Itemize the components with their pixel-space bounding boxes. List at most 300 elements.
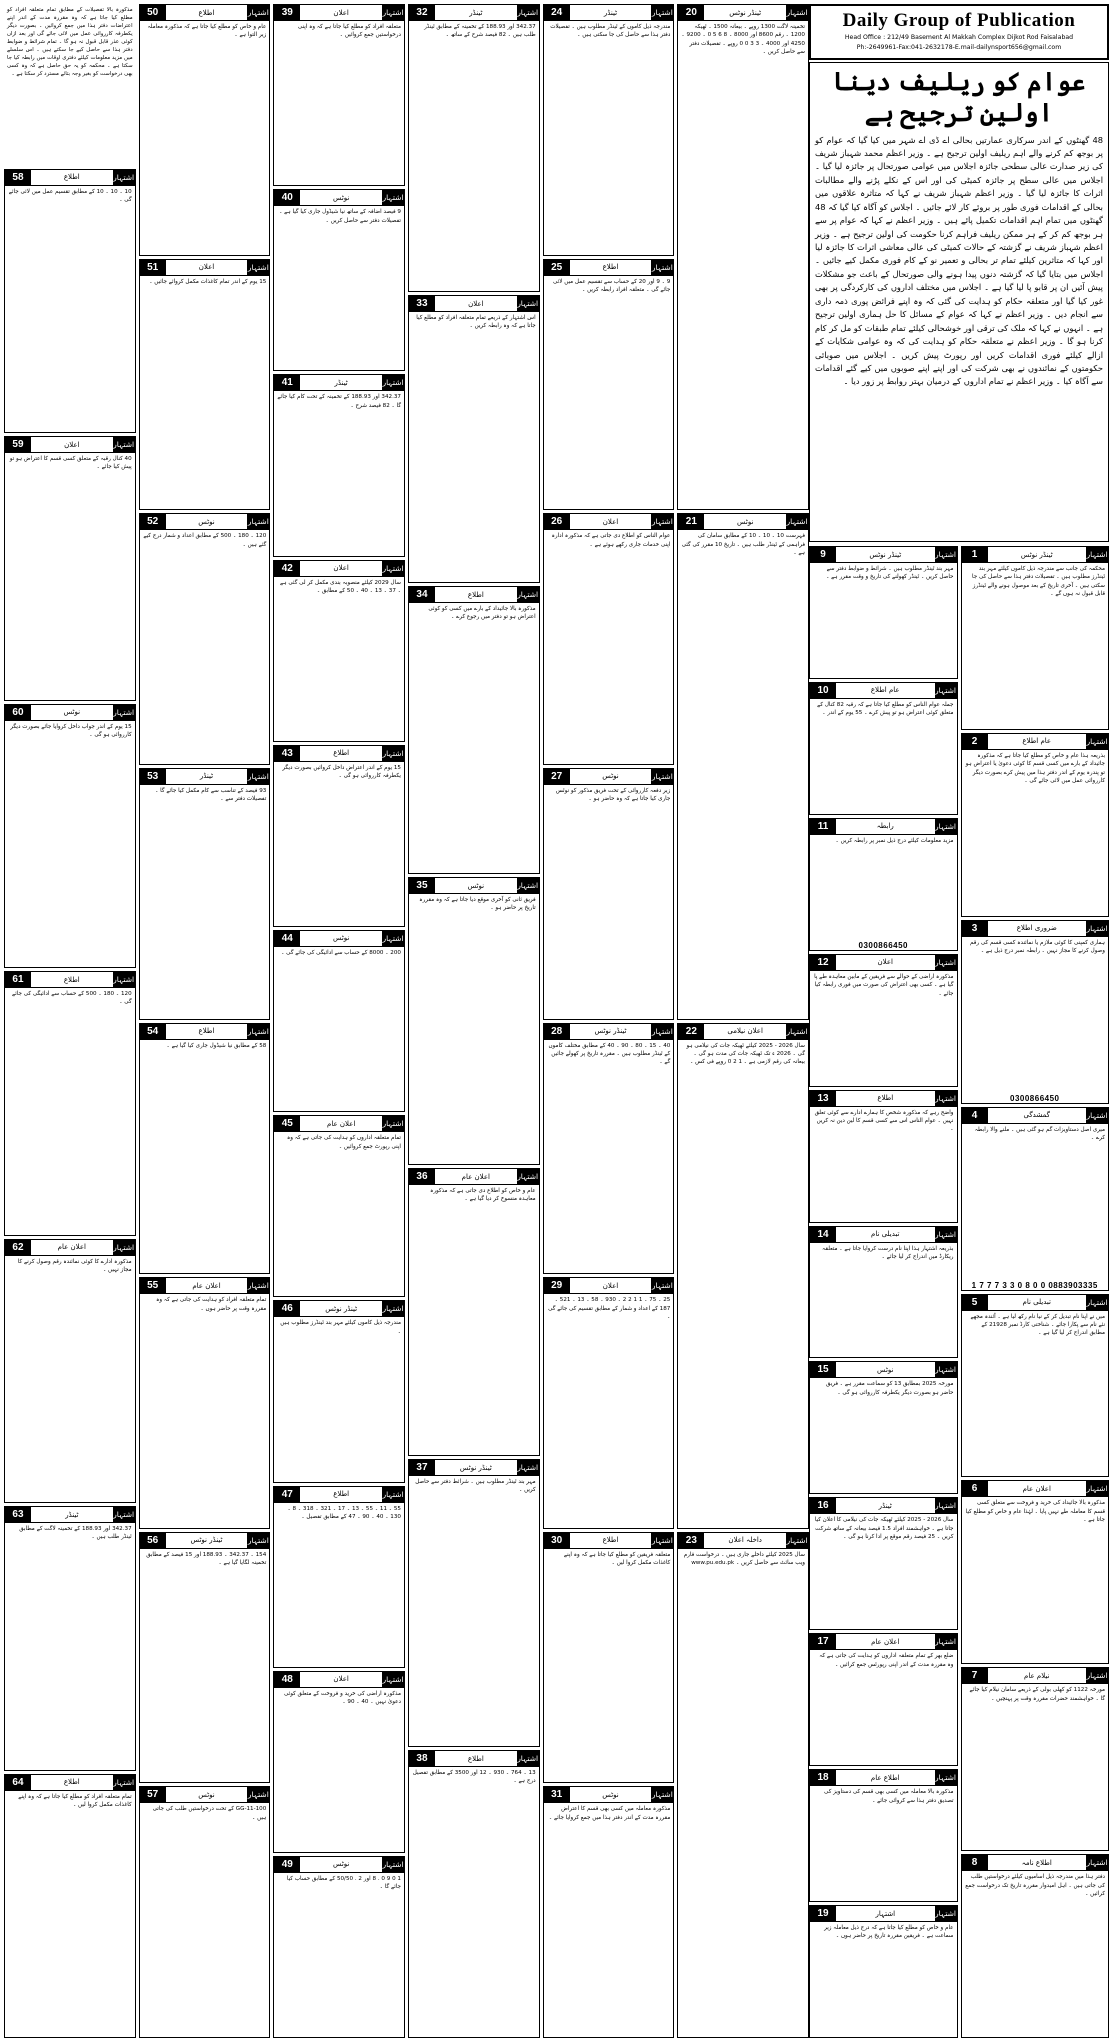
ad-box-header xyxy=(810,955,957,971)
ad-number: 5 xyxy=(962,1295,988,1310)
ad-box-header xyxy=(678,1533,808,1549)
ad-box-header xyxy=(409,878,539,894)
ad-headline: ٹینڈر نوٹس xyxy=(869,550,902,559)
classified-ad-box xyxy=(139,513,271,765)
ad-body-text: عوام الناس کو اطلاع دی جاتی ہے کہ مذکورہ ادارہ اپنی خدمات جاری رکھے ہوئے ہے ۔ xyxy=(551,533,671,548)
ad-tag: اشتہار xyxy=(935,1362,957,1377)
classified-ad-box xyxy=(4,1774,136,2039)
ad-number: 47 xyxy=(274,1487,300,1502)
ad-box-header xyxy=(544,1278,674,1294)
ad-body-text: واضح رہے کہ مذکورہ شخص کا ہمارے ادارے سے کوئی تعلق نہیں ۔ عوام الناس اس سے کسی قسم کا لین دین نہ کریں ۔ xyxy=(814,1109,954,1133)
ad-box-header xyxy=(274,190,404,206)
ad-body-text: جملہ عوام الناس کو مطلع کیا جاتا ہے کہ رقبہ 82 کنال کے متعلق کوئی اعتراض ہو تو پیش کرے ۔ 55 یوم کے اندر ۔ xyxy=(817,701,954,717)
ad-box-header xyxy=(810,547,957,563)
ad-headline: اعلان xyxy=(333,8,349,17)
ad-number: 16 xyxy=(810,1498,836,1513)
ad-body-text: میں نے اپنا نام تبدیل کر کے نیا نام رکھ لیا ہے ۔ آئندہ مجھے نئے نام سے پکارا جائے ۔ شناختی کارڈ نمبر 21928 کے مطابق اندراج کر لیا گیا ہے ۔ xyxy=(970,1313,1105,1337)
ad-box-header xyxy=(140,1024,270,1040)
ad-number: 29 xyxy=(544,1278,570,1293)
ad-body-text: 93 فیصد کے تناسب سے کام مکمل کیا جائے گا ۔ تفصیلات دفتر سے ۔ xyxy=(155,787,267,803)
ad-body-text: تمام متعلقہ افراد کو ہدایت کی جاتی ہے کہ وہ مقررہ وقت پر حاضر ہوں ۔ xyxy=(156,1297,267,1312)
ad-body-text: 15 یوم کے اندر اعتراض داخل کروائیں بصورت دیگر یکطرفہ کارروائی ہو گی ۔ xyxy=(282,764,401,780)
ad-headline: اعلان xyxy=(602,517,619,526)
ad-box-header xyxy=(810,1906,957,1922)
ad-number: 27 xyxy=(544,769,570,784)
ad-headline: نوٹس xyxy=(63,708,81,716)
ad-box-header xyxy=(962,1481,1109,1497)
ad-box-header xyxy=(274,1672,404,1688)
ad-body-text: تمام متعلقہ اداروں کو ہدایت کی جاتی ہے کہ وہ اپنی رپورٹ جمع کروائیں ۔ xyxy=(287,1135,401,1150)
ad-body-text: مورخہ 1122 کو کھلی بولی کے ذریعے سامان نیلام کیا جائے گا ۔ خواہشمند حضرات مقررہ وقت پر پہنچیں ۔ xyxy=(969,1687,1105,1702)
classified-ad-box xyxy=(273,4,405,186)
ad-tag: اشتہار xyxy=(113,437,135,452)
classified-column xyxy=(273,4,405,2038)
ad-headline: اطلاع xyxy=(877,1094,894,1103)
ad-body-text: 10 ۔ 10 ۔ 10 کے مطابق تقسیم عمل میں لائی جائے گی ۔ xyxy=(8,188,132,203)
ad-number: 6 xyxy=(962,1481,988,1496)
ad-number: 10 xyxy=(810,683,836,698)
ad-number: 62 xyxy=(5,1240,31,1255)
ad-body-text: محکمہ کی جانب سے مندرجہ ذیل کاموں کیلئے مہر بند ٹینڈرز مطلوب ہیں ۔ تفصیلات دفتر ہذا سے حاصل کی جا سکتی ہیں ۔ آخری تاریخ کے بعد موصول ہونے والے ٹینڈرز قابل قبول نہ ہوں گے ۔ xyxy=(972,566,1105,598)
ad-number: 49 xyxy=(274,1857,300,1872)
classified-column xyxy=(4,4,136,2038)
ad-tag: اشتہار xyxy=(382,1487,404,1502)
ad-box-header xyxy=(5,1507,135,1523)
ad-headline: اعلان نیلامی xyxy=(727,1027,763,1035)
ad-box-header xyxy=(962,1855,1109,1871)
ad-tag: اشتہار xyxy=(382,1301,404,1316)
ad-body-text: مہر بند ٹینڈر مطلوب ہیں ۔ شرائط و ضوابط دفتر سے حاصل کریں ۔ ٹینڈر کھولنے کی تاریخ و وقت مقرر ہے ۔ xyxy=(826,566,954,581)
ad-number: 48 xyxy=(274,1672,300,1687)
ad-headline: عام اطلاع xyxy=(1022,737,1052,746)
ad-number: 8 xyxy=(962,1855,988,1870)
ad-number: 18 xyxy=(810,1770,836,1785)
ad-headline: اطلاع xyxy=(198,8,215,17)
ad-body-text: میری اصل دستاویزات گم ہو گئی ہیں ۔ ملنے والا رابطہ کرے ۔ xyxy=(974,1126,1105,1142)
ad-headline: نوٹس xyxy=(332,934,350,943)
ad-number: 57 xyxy=(140,1787,166,1802)
ad-box-header xyxy=(544,1024,674,1040)
ad-tag: اشتہار xyxy=(113,1507,135,1522)
ad-body-text: 13 ۔ 764 ۔ 930 ۔ 12 اور 3500 کے مطابق تفصیل درج ہے ۔ xyxy=(412,1770,536,1785)
ad-number: 12 xyxy=(810,955,836,970)
ad-box-header xyxy=(140,260,270,276)
ad-number: 54 xyxy=(140,1024,166,1039)
ad-box-header xyxy=(5,437,135,453)
ad-number: 9 xyxy=(810,547,836,562)
classified-ad-box xyxy=(961,1480,1110,1664)
ad-headline: اعلان xyxy=(468,299,484,308)
classified-ad-box xyxy=(273,1115,405,1297)
ad-headline: اطلاع xyxy=(333,1490,350,1498)
ad-headline: اطلاع نامہ xyxy=(1021,1858,1052,1867)
ad-tag: اشتہار xyxy=(113,1775,135,1790)
ad-tag: اشتہار xyxy=(786,1024,808,1039)
classified-ad-box xyxy=(273,374,405,556)
ad-box-header xyxy=(678,514,808,530)
ad-tag: اشتہار xyxy=(382,1857,404,1872)
ad-body-text: فہرست 10 ۔ 10 ۔ 10 کے مطابق سامان کی فراہمی کے ٹینڈر طلب ہیں ۔ تاریخ 10 مقرر کی گئی ہے ۔ xyxy=(681,533,805,557)
ad-headline: نوٹس xyxy=(602,772,619,781)
ad-body-text: سال 2025 کیلئے داخلے جاری ہیں ۔ درخواست فارم ویب سائٹ سے حاصل کریں ۔ www.pu.edu.pk xyxy=(683,1551,805,1567)
classified-ad-box xyxy=(961,733,1110,917)
ad-tag: اشتہار xyxy=(113,972,135,987)
ad-body-text: 200 ۔ 8000 کے حساب سے ادائیگی کی جائے گی ۔ xyxy=(281,949,401,956)
ad-headline: نوٹس xyxy=(198,517,215,526)
ad-tag: اشتہار xyxy=(651,1533,673,1548)
classified-subcolumn xyxy=(809,546,958,2038)
ad-headline: ٹینڈر نوٹس xyxy=(459,1463,492,1472)
ad-tag: اشتہار xyxy=(935,1634,957,1649)
ad-phone-number: 1 7 7 7 3 3 0 8 0 0 0883903335 xyxy=(971,1280,1098,1290)
ad-body-text: 15 یوم کے اندر جواب داخل کروایا جائے بصورت دیگر کارروائی ہو گی ۔ xyxy=(10,723,132,738)
ad-box-header xyxy=(810,1362,957,1378)
ad-number: 24 xyxy=(544,5,570,20)
ad-number: 58 xyxy=(5,170,31,185)
ad-tag: اشتہار xyxy=(382,561,404,576)
ad-headline: اطلاع xyxy=(602,263,619,272)
ad-tag: اشتہار xyxy=(935,1906,957,1921)
ad-number: 50 xyxy=(140,5,166,20)
ad-tag: اشتہار xyxy=(651,769,673,784)
ad-tag: اشتہار xyxy=(382,5,404,20)
ad-body-text: مذکورہ بالا جائیداد کی خرید و فروخت سے متعلق کسی قسم کا معاملہ طے نہیں پایا ۔ لہٰذا عام و خاص کو مطلع کیا جاتا ہے ۔ xyxy=(965,1500,1105,1524)
ad-headline: اطلاع xyxy=(63,975,80,984)
classified-ad-box xyxy=(4,704,136,969)
ad-tag: اشتہار xyxy=(517,1460,539,1475)
ad-tag: اشتہار xyxy=(935,547,957,562)
ad-headline: نوٹس xyxy=(602,1790,619,1799)
classified-ad-box xyxy=(677,4,809,510)
ad-number: 22 xyxy=(678,1024,704,1039)
ad-box-header xyxy=(409,1460,539,1476)
ad-number: 4 xyxy=(962,1108,988,1123)
ad-headline: اعلان عام xyxy=(461,1172,490,1181)
ad-body-text: 1 0 9 0 . 8 اور 2 . 50/50 کے مطابق حساب کیا جائے گا ۔ xyxy=(286,1875,401,1891)
ad-body-text: 342.37 اور 188.93 کے تخمینہ کے مطابق ٹینڈر طلب ہیں ۔ 82 فیصد شرح کے ساتھ ۔ xyxy=(424,24,536,39)
ad-tag: اشتہار xyxy=(1086,547,1108,562)
ad-tag: اشتہار xyxy=(935,1770,957,1785)
classified-ad-box xyxy=(408,1459,540,1747)
ad-box-header xyxy=(810,819,957,835)
ad-number: 44 xyxy=(274,931,300,946)
ad-headline: اعلان xyxy=(198,263,215,272)
ad-box-header xyxy=(274,1857,404,1873)
classified-ad-box xyxy=(809,954,958,1087)
ad-box-header xyxy=(810,1227,957,1243)
classified-column xyxy=(139,4,271,2038)
ad-body-text: 9 ۔ 9 اور 20 کے حساب سے تقسیم عمل میں لائی جائے گی ۔ متعلقہ افراد رابطہ کریں ۔ xyxy=(553,278,671,294)
ad-tag: اشتہار xyxy=(935,1091,957,1106)
ad-box-header xyxy=(140,1533,270,1549)
ad-box-header xyxy=(810,1498,957,1514)
ad-box-header xyxy=(5,1240,135,1256)
ad-headline: ٹینڈر نوٹس xyxy=(325,1304,358,1313)
ad-tag: اشتہار xyxy=(651,514,673,529)
classified-ad-box xyxy=(677,513,809,1019)
ad-body-text: 120 ۔ 180 ۔ 500 کے حساب سے ادائیگی کی جائے گی ۔ xyxy=(11,991,132,1006)
ad-headline: اطلاع xyxy=(467,1754,484,1763)
classified-ad-box xyxy=(543,1277,675,1529)
ad-tag: اشتہار xyxy=(247,260,269,275)
ad-body-text: 154 ۔ 342.37 ۔ 188.93 اور 15 فیصد کے مطابق تخمینہ لگایا گیا ہے ۔ xyxy=(146,1551,267,1567)
classified-ad-box xyxy=(273,1300,405,1482)
ad-box-header xyxy=(274,1301,404,1317)
ad-headline: نوٹس xyxy=(736,517,754,526)
classified-ad-box xyxy=(961,1854,1110,2038)
ad-number: 3 xyxy=(962,921,988,936)
ad-tag: اشتہار xyxy=(651,1024,673,1039)
ad-number: 51 xyxy=(140,260,166,275)
ad-body-text: مذکورہ ادارے کا کوئی نمائندہ رقم وصول کرنے کا مجاز نہیں ۔ xyxy=(17,1258,132,1273)
ad-phone-number: 0300866450 xyxy=(1010,1093,1060,1103)
masthead-address-line1: Head Office : 212/49 Basement Al Makkah Complex Dijkot Rod Faisalabad xyxy=(844,34,1074,42)
ad-body-text: عام و خاص کو مطلع کیا جاتا ہے کہ مذکورہ معاملہ زیر التوا ہے ۔ xyxy=(147,24,267,39)
ad-number: 20 xyxy=(678,5,704,20)
classified-ad-box xyxy=(273,560,405,742)
ad-number: 46 xyxy=(274,1301,300,1316)
ad-headline: ٹینڈر نوٹس xyxy=(190,1536,223,1545)
ad-box-header xyxy=(962,1295,1109,1311)
classified-ad-box xyxy=(809,1090,958,1223)
ad-headline: ضروری اطلاع xyxy=(1016,924,1057,933)
ad-body-text: مندرجہ ذیل کاموں کے ٹینڈر مطلوب ہیں ۔ تفصیلات دفتر ہذا سے حاصل کی جا سکتی ہیں ۔ xyxy=(550,24,671,39)
ad-tag: اشتہار xyxy=(651,1787,673,1802)
ad-box-header xyxy=(409,587,539,603)
ad-headline: ٹینڈر xyxy=(469,8,483,17)
ad-headline: ٹینڈر xyxy=(199,772,214,781)
ad-box-header xyxy=(810,1634,957,1650)
ad-tag: اشتہار xyxy=(935,955,957,970)
classified-ad-box xyxy=(139,4,271,256)
classified-ad-box xyxy=(809,682,958,815)
ad-number: 37 xyxy=(409,1460,435,1475)
ad-number: 25 xyxy=(544,260,570,275)
ad-tag: اشتہار xyxy=(651,260,673,275)
ad-tag: اشتہار xyxy=(786,1533,808,1548)
ad-body-text: سال 2026 - 2025 کیلئے ٹھیکہ جات کی نیلامی کا اعلان کیا جاتا ہے ۔ خواہشمند افراد 1.5 فیصد بیعانہ کے ساتھ شرکت کریں ۔ 25 فیصد رقم موقع پر ادا کرنا ہو گی ۔ xyxy=(814,1517,954,1541)
ad-body-text: متعلقہ افراد کو مطلع کیا جاتا ہے کہ وہ اپنی درخواستیں جمع کروائیں ۔ xyxy=(297,24,401,39)
ad-box-header xyxy=(962,1108,1109,1124)
ad-body-text: 40 کنال رقبہ کے متعلق کسی قسم کا اعتراض ہو تو پیش کیا جائے ۔ xyxy=(9,456,132,471)
classified-column xyxy=(677,4,809,2038)
ad-headline: تبدیلی نام xyxy=(871,1230,900,1239)
ad-tag: اشتہار xyxy=(517,296,539,311)
ad-headline: رابطہ xyxy=(876,822,894,831)
classified-ad-box xyxy=(677,1532,809,2038)
ad-tag: اشتہار xyxy=(651,5,673,20)
ad-headline: ٹینڈر xyxy=(603,8,618,17)
ad-body-text: مذکورہ معاملہ میں کسی بھی قسم کا اعتراض مقررہ مدت کے اندر دفتر ہذا میں جمع کروایا جائے ۔ xyxy=(548,1806,671,1821)
ad-box-header xyxy=(962,734,1109,750)
ad-body-text: دفتر ہذا میں مندرجہ ذیل اسامیوں کیلئے درخواستیں طلب کی جاتی ہیں ۔ اہل امیدوار مقررہ تاریخ تک درخواست جمع کرائیں ۔ xyxy=(965,1874,1105,1897)
ad-tag: اشتہار xyxy=(935,683,957,698)
classified-ad-box xyxy=(809,546,958,679)
ad-number: 21 xyxy=(678,514,704,529)
ad-box-header xyxy=(544,769,674,785)
ad-tag: اشتہار xyxy=(935,1227,957,1242)
ad-number: 55 xyxy=(140,1278,166,1293)
ad-tag: اشتہار xyxy=(382,375,404,390)
ad-headline: اعلان عام xyxy=(1022,1484,1051,1493)
ad-box-header xyxy=(140,1787,270,1803)
ad-number: 63 xyxy=(5,1507,31,1522)
ad-tag: اشتہار xyxy=(786,5,808,20)
ad-headline: اعلان عام xyxy=(327,1119,356,1128)
ad-phone-number: 0300866450 xyxy=(858,940,908,950)
classified-ad-box xyxy=(273,1856,405,2038)
ad-headline: اشتہار xyxy=(875,1909,896,1918)
classified-columns xyxy=(4,4,809,2038)
ad-box-header xyxy=(5,170,135,186)
ad-headline: اعلان xyxy=(333,1675,349,1684)
ad-tag: اشتہار xyxy=(1086,734,1108,749)
ad-number: 38 xyxy=(409,1751,435,1766)
ad-headline: نیلام عام xyxy=(1024,1671,1050,1680)
ad-tag: اشتہار xyxy=(247,1024,269,1039)
ad-box-header xyxy=(962,1668,1109,1684)
ad-box-header xyxy=(678,5,808,21)
lead-article xyxy=(809,62,1109,542)
ad-box-header xyxy=(274,1116,404,1132)
ad-headline: نوٹس xyxy=(332,1860,350,1869)
ad-headline: ٹینڈر نوٹس xyxy=(729,8,762,17)
ad-tag: اشتہار xyxy=(382,746,404,761)
ad-number: 56 xyxy=(140,1533,166,1548)
ad-box-header xyxy=(544,1533,674,1549)
ad-box-header xyxy=(5,972,135,988)
ad-number: 19 xyxy=(810,1906,836,1921)
ad-number: 42 xyxy=(274,561,300,576)
ad-body-text: فریق ثانی کو آخری موقع دیا جاتا ہے کہ وہ مقررہ تاریخ پر حاضر ہو ۔ xyxy=(419,897,536,912)
ad-headline: اطلاع xyxy=(198,1027,215,1035)
classified-ad-box xyxy=(4,169,136,434)
ad-body-text: مہر بند ٹینڈر مطلوب ہیں ۔ شرائط دفتر سے حاصل کریں ۔ xyxy=(415,1479,536,1494)
classified-ad-box xyxy=(961,1667,1110,1851)
ad-headline: گمشدگی xyxy=(1023,1111,1050,1120)
classified-column xyxy=(408,4,540,2038)
ad-box-header xyxy=(5,705,135,721)
classified-ad-box xyxy=(4,436,136,701)
ad-box-header xyxy=(274,375,404,391)
ad-body-text: ضلع بھر کے تمام متعلقہ اداروں کو ہدایت کی جاتی ہے کہ وہ مقررہ مدت کے اندر اپنی رپورٹس جمع کرائیں ۔ xyxy=(819,1653,954,1668)
classified-ad-box xyxy=(273,1671,405,1853)
classified-ad-box xyxy=(273,745,405,927)
ad-number: 53 xyxy=(140,769,166,784)
ad-body-text: مذکورہ اراضی کی خرید و فروخت کے متعلق کوئی دعویٰ نہیں ۔ 40 ۔ 90 ۔ xyxy=(283,1690,401,1706)
classified-ad-box xyxy=(543,768,675,1020)
ad-body-text: تخمینہ لاگت 1300 روپے ۔ بیعانہ 1500 ۔ ٹھیکہ 1200 ۔ رقم 8600 اور 8000 ۔ 8 6 5 0 ۔ 9200 ۔ 4250 اور 4000 ۔ 3 3 0 0 روپے ۔ تفصیلات دفتر سے حاصل کریں ۔ xyxy=(681,24,805,56)
classified-ad-box xyxy=(961,1107,1110,1291)
classified-ad-box xyxy=(408,1750,540,2038)
ad-body-text: 9 فیصد اضافہ کے ساتھ نیا شیڈول جاری کیا گیا ہے ۔ تفصیلات دفتر سے حاصل کریں ۔ xyxy=(279,209,401,224)
ad-number: 30 xyxy=(544,1533,570,1548)
classified-ad-box xyxy=(408,4,540,292)
ad-box-header xyxy=(140,5,270,21)
masthead xyxy=(809,4,1109,60)
classified-ad-box xyxy=(543,259,675,511)
ad-headline: اطلاع xyxy=(602,1536,619,1545)
ad-box-header xyxy=(544,5,674,21)
ad-number: 28 xyxy=(544,1024,570,1039)
ad-body-text: مزید معلومات کیلئے درج ذیل نمبر پر رابطہ کریں ۔ xyxy=(835,837,954,844)
ad-number: 32 xyxy=(409,5,435,20)
classified-ad-box xyxy=(809,1905,958,2038)
classified-ad-box xyxy=(809,1769,958,1902)
ad-box-header xyxy=(810,1770,957,1786)
ad-headline: عام اطلاع xyxy=(870,686,900,695)
ad-tag: اشتہار xyxy=(517,1169,539,1184)
ad-number: 52 xyxy=(140,514,166,529)
classified-ad-box xyxy=(408,295,540,583)
ad-tag: اشتہار xyxy=(382,190,404,205)
ad-number: 31 xyxy=(544,1787,570,1802)
ad-box-header xyxy=(409,1751,539,1767)
ad-headline: تبدیلی نام xyxy=(1022,1298,1051,1306)
publication-title: Daily Group of Publication xyxy=(842,10,1076,32)
ad-tag: اشتہار xyxy=(382,1116,404,1131)
ad-number: 61 xyxy=(5,972,31,987)
ad-body-text: مندرجہ ذیل کاموں کیلئے مہر بند ٹینڈرز مطلوب ہیں ۔ xyxy=(280,1320,401,1335)
ad-box-header xyxy=(140,514,270,530)
ad-headline: ٹینڈر xyxy=(334,378,348,387)
ad-body-text: 25 ۔ 75 ۔ 1 1 2 2 ۔ 930 ۔ 58 ۔ 13 ۔ 521 ۔ 187 کے اعداد و شمار کے مطابق تقسیم کی جائے گی ۔ xyxy=(548,1297,671,1320)
ad-tag: اشتہار xyxy=(1086,1855,1108,1870)
ad-body-text: 120 ۔ 180 ۔ 500 کے مطابق اعداد و شمار درج کیے گئے ہیں ۔ xyxy=(143,533,267,548)
classified-ad-box xyxy=(961,546,1110,730)
ad-tag: اشتہار xyxy=(517,1751,539,1766)
ad-headline: اطلاع xyxy=(63,1778,80,1786)
classified-ad-box xyxy=(961,1294,1110,1478)
ad-headline: اعلان xyxy=(877,958,893,967)
classified-ad-box xyxy=(809,1633,958,1766)
classified-ad-box xyxy=(543,513,675,765)
ad-box-header xyxy=(140,769,270,785)
classified-subcolumn xyxy=(961,546,1110,2038)
ad-headline: ٹینڈر نوٹس xyxy=(1020,550,1053,559)
ad-tag: اشتہار xyxy=(1086,1668,1108,1683)
classified-ad-box xyxy=(543,1023,675,1275)
ad-tag: اشتہار xyxy=(382,931,404,946)
ad-body-text: 58 کے مطابق نیا شیڈول جاری کیا گیا ہے ۔ xyxy=(166,1042,267,1049)
ad-box-header xyxy=(544,514,674,530)
ad-box-header xyxy=(962,921,1109,937)
ad-number: 64 xyxy=(5,1775,31,1790)
ad-tag: اشتہار xyxy=(935,1498,957,1513)
ad-tag: اشتہار xyxy=(517,878,539,893)
ad-headline: اعلان عام xyxy=(871,1637,900,1646)
ad-number: 36 xyxy=(409,1169,435,1184)
ad-body-text: 342.37 اور 188.93 کے تخمینہ لاگت کے مطابق ٹینڈر طلب ہیں ۔ xyxy=(19,1526,132,1541)
ad-headline: اعلان عام xyxy=(57,1243,86,1251)
classified-ad-box xyxy=(809,1226,958,1359)
ad-tag: اشتہار xyxy=(113,170,135,185)
ad-body-text: عام و خاص کو مطلع کیا جاتا ہے کہ درج ذیل معاملہ زیر سماعت ہے ۔ فریقین مقررہ تاریخ پر حاضر ہوں ۔ xyxy=(824,1925,954,1940)
ad-body-text: متعلقہ فریقین کو مطلع کیا جاتا ہے کہ وہ اپنے کاغذات مکمل کروا لیں ۔ xyxy=(563,1551,671,1567)
classified-column xyxy=(543,4,675,2038)
ad-number: 34 xyxy=(409,587,435,602)
ad-headline: اطلاع xyxy=(63,173,80,181)
classified-ad-box xyxy=(809,1497,958,1630)
classified-ad-box xyxy=(273,1486,405,1668)
ad-number: 33 xyxy=(409,296,435,311)
ad-headline: نوٹس xyxy=(332,193,350,202)
ad-body-text: مذکورہ اراضی کے حوالے سے فریقین کے مابین معاہدہ طے پا گیا ہے ۔ کسی بھی اعتراض کی صورت میں فوری رابطہ کیا جائے ۔ xyxy=(814,973,954,997)
masthead-address-line2: Ph:-2649961-Fax:041-2632178-E.mail-dailynsport656@gmail.com xyxy=(856,44,1062,52)
ad-headline: اعلان xyxy=(333,564,349,573)
ad-box-header xyxy=(274,746,404,762)
ad-headline: ٹینڈر xyxy=(65,1510,79,1519)
